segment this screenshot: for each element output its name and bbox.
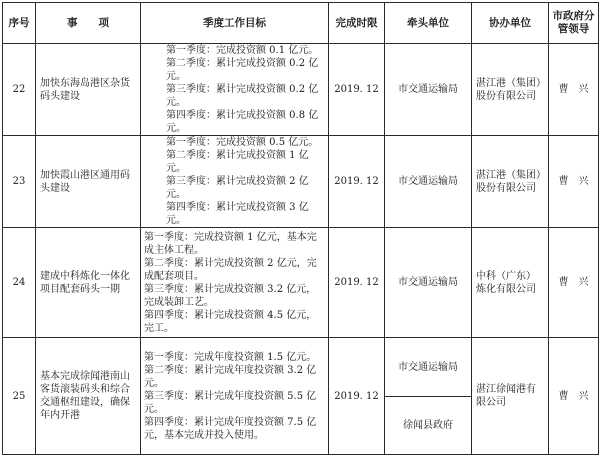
cell-lead-secondary: 徐闻县政府 [403, 419, 453, 431]
goal-q3: 第三季度：累计完成投资额 0.2 亿元。 [166, 84, 319, 108]
cell-lead: 市交通运输局 [385, 339, 471, 397]
cell-seq: 25 [3, 338, 36, 455]
cell-assist: 湛江徐闻港有限公司 [472, 338, 549, 455]
cell-assist: 湛江港（集团）股份有限公司 [472, 44, 549, 136]
goal-q4: 第四季度：累计完成年度投资额 7.5 亿元，基本完成并投入使用。 [144, 416, 317, 441]
cell-task: 基本完成徐闻港南山客货滚装码头和综合交通枢纽建设，确保年内开港 [36, 338, 141, 455]
goal-q3: 第三季度：累计完成投资额 3.2 亿元，完成装卸工艺。 [144, 283, 317, 308]
cell-deadline: 2019. 12 [329, 136, 385, 228]
goal-q1: 第一季度：完成投资额 0.1 亿元。 [166, 45, 319, 56]
table-row [3, 228, 599, 338]
cell-assist: 湛江港（集团）股份有限公司 [472, 136, 549, 228]
cell-assist: 中科（广东）炼化有限公司 [472, 228, 549, 338]
goal-q1: 第一季度：完成投资额 1 亿元，基本完成主体工程。 [144, 231, 317, 256]
header-task: 事 项 [36, 3, 141, 44]
cell-seq: 22 [3, 44, 36, 136]
cell-lead: 市交通运输局 [385, 44, 472, 136]
header-row [3, 3, 599, 44]
cell-goal [141, 136, 329, 228]
cell-seq: 24 [3, 228, 36, 338]
cell-deadline: 2019. 12 [329, 228, 385, 338]
cell-task: 建成中科炼化一体化项目配套码头一期 [36, 228, 141, 338]
cell-goal [141, 44, 329, 136]
cell-leader: 曹 兴 [549, 228, 599, 338]
header-deadline: 完成时限 [329, 3, 385, 44]
goal-q4: 第四季度：累计完成投资额 4.5 亿元，完工。 [144, 309, 317, 334]
header-goal: 季度工作目标 [141, 3, 329, 44]
cell-leader: 曹 兴 [549, 44, 599, 136]
table-row [3, 44, 599, 136]
cell-lead: 市交通运输局 [385, 228, 472, 338]
header-lead: 牵头单位 [385, 3, 472, 44]
goal-q2: 第二季度：累计完成投资额 2 亿元，完成配套项目。 [144, 257, 317, 282]
goal-q1: 第一季度：完成年度投资额 1.5 亿元。 [144, 351, 317, 363]
cell-lead: 市交通运输局 [385, 136, 472, 228]
table-row [3, 136, 599, 228]
header-seq: 序号 [3, 3, 36, 44]
cell-leader: 曹 兴 [549, 338, 599, 455]
cell-lead-split [385, 338, 472, 455]
work-plan-table [2, 2, 599, 455]
goal-q3: 第三季度：累计完成年度投资额 5.5 亿元。 [144, 390, 317, 415]
table-row [3, 338, 599, 455]
goal-q4: 第四季度：累计完成投资额 0.8 亿元。 [166, 110, 319, 134]
cell-leader: 曹 兴 [549, 136, 599, 228]
cell-task: 加快东海岛港区杂货码头建设 [36, 44, 141, 136]
goal-q1: 第一季度：完成投资额 0.5 亿元。 [166, 137, 319, 148]
goal-q2: 第二季度：累计完成投资额 0.2 亿元。 [166, 58, 319, 82]
goal-q3: 第三季度：累计完成投资额 2 亿元。 [166, 176, 309, 200]
cell-goal [141, 228, 329, 338]
cell-task: 加快霞山港区通用码头建设 [36, 136, 141, 228]
goal-q2: 第二季度：累计完成投资额 1 亿元。 [166, 150, 309, 174]
goal-q4: 第四季度：累计完成投资额 3 亿元。 [166, 202, 309, 226]
cell-seq: 23 [3, 136, 36, 228]
header-assist: 协办单位 [472, 3, 549, 44]
cell-deadline: 2019. 12 [329, 44, 385, 136]
cell-goal [141, 338, 329, 455]
header-leader: 市政府分管领导 [549, 3, 599, 44]
goal-q2: 第二季度：累计完成年度投资额 3.2 亿元。 [144, 364, 317, 389]
cell-deadline: 2019. 12 [329, 338, 385, 455]
